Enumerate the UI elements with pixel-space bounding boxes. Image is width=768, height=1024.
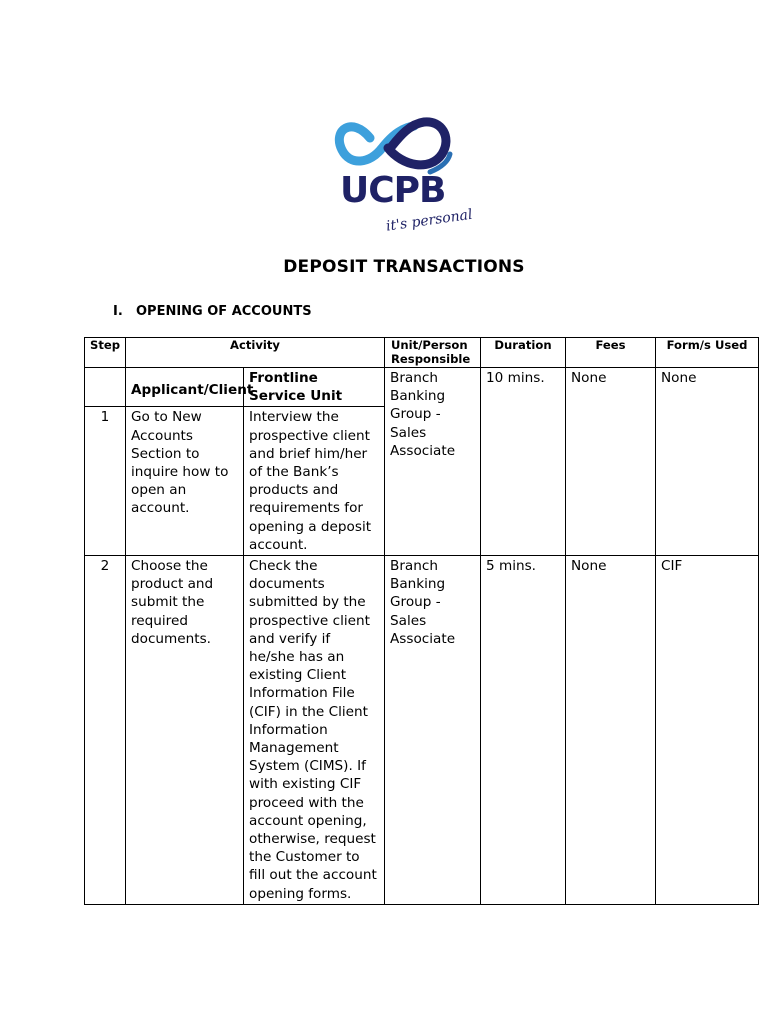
row2-unit: Branch Banking Group - Sales Associate bbox=[385, 556, 481, 905]
header-unit: Unit/Person Responsible bbox=[385, 338, 481, 368]
subheader-applicant: Applicant/Client bbox=[126, 368, 244, 407]
row2-fees: None bbox=[566, 556, 656, 905]
row1-frontline: Interview the prospective client and brief him/her of the Bank’s products and requirements for opening a deposit account. bbox=[244, 407, 385, 556]
row1-duration: 10 mins. bbox=[481, 368, 566, 556]
svg-text:UCPB: UCPB bbox=[340, 170, 446, 211]
row1-unit: Branch Banking Group - Sales Associate bbox=[385, 368, 481, 556]
row1-step: 1 bbox=[85, 407, 126, 556]
header-duration: Duration bbox=[481, 338, 566, 368]
row2-forms: CIF bbox=[656, 556, 759, 905]
header-step: Step bbox=[85, 338, 126, 368]
subheader-step-empty bbox=[85, 368, 126, 407]
row2-step: 2 bbox=[85, 556, 126, 905]
row1-fees: None bbox=[566, 368, 656, 556]
table-header-row bbox=[85, 338, 759, 368]
row1-applicant: Go to New Accounts Section to inquire how to open an account. bbox=[126, 407, 244, 556]
subheader-frontline: Frontline Service Unit bbox=[244, 368, 385, 407]
section-title: OPENING OF ACCOUNTS bbox=[136, 304, 312, 319]
table-subheader-row bbox=[85, 368, 759, 407]
section-number: I. bbox=[113, 304, 123, 319]
row2-frontline: Check the documents submitted by the prospective client and verify if he/she has an existing Client Information File (CIF) in the Client Information Management System (CIMS). If with existing CIF proceed with the account opening, otherwise, request the Customer to fill out the account opening forms. bbox=[244, 556, 385, 905]
ucpb-logo bbox=[330, 108, 480, 238]
table-row bbox=[85, 556, 759, 905]
row2-duration: 5 mins. bbox=[481, 556, 566, 905]
row2-applicant: Choose the product and submit the required documents. bbox=[126, 556, 244, 905]
row1-forms: None bbox=[656, 368, 759, 556]
svg-text:it's personal: it's personal bbox=[385, 206, 474, 235]
header-activity: Activity bbox=[126, 338, 385, 368]
section-heading bbox=[113, 304, 312, 319]
document-title: DEPOSIT TRANSACTIONS bbox=[283, 257, 525, 277]
header-forms: Form/s Used bbox=[656, 338, 759, 368]
header-fees: Fees bbox=[566, 338, 656, 368]
procedure-table bbox=[84, 337, 759, 905]
